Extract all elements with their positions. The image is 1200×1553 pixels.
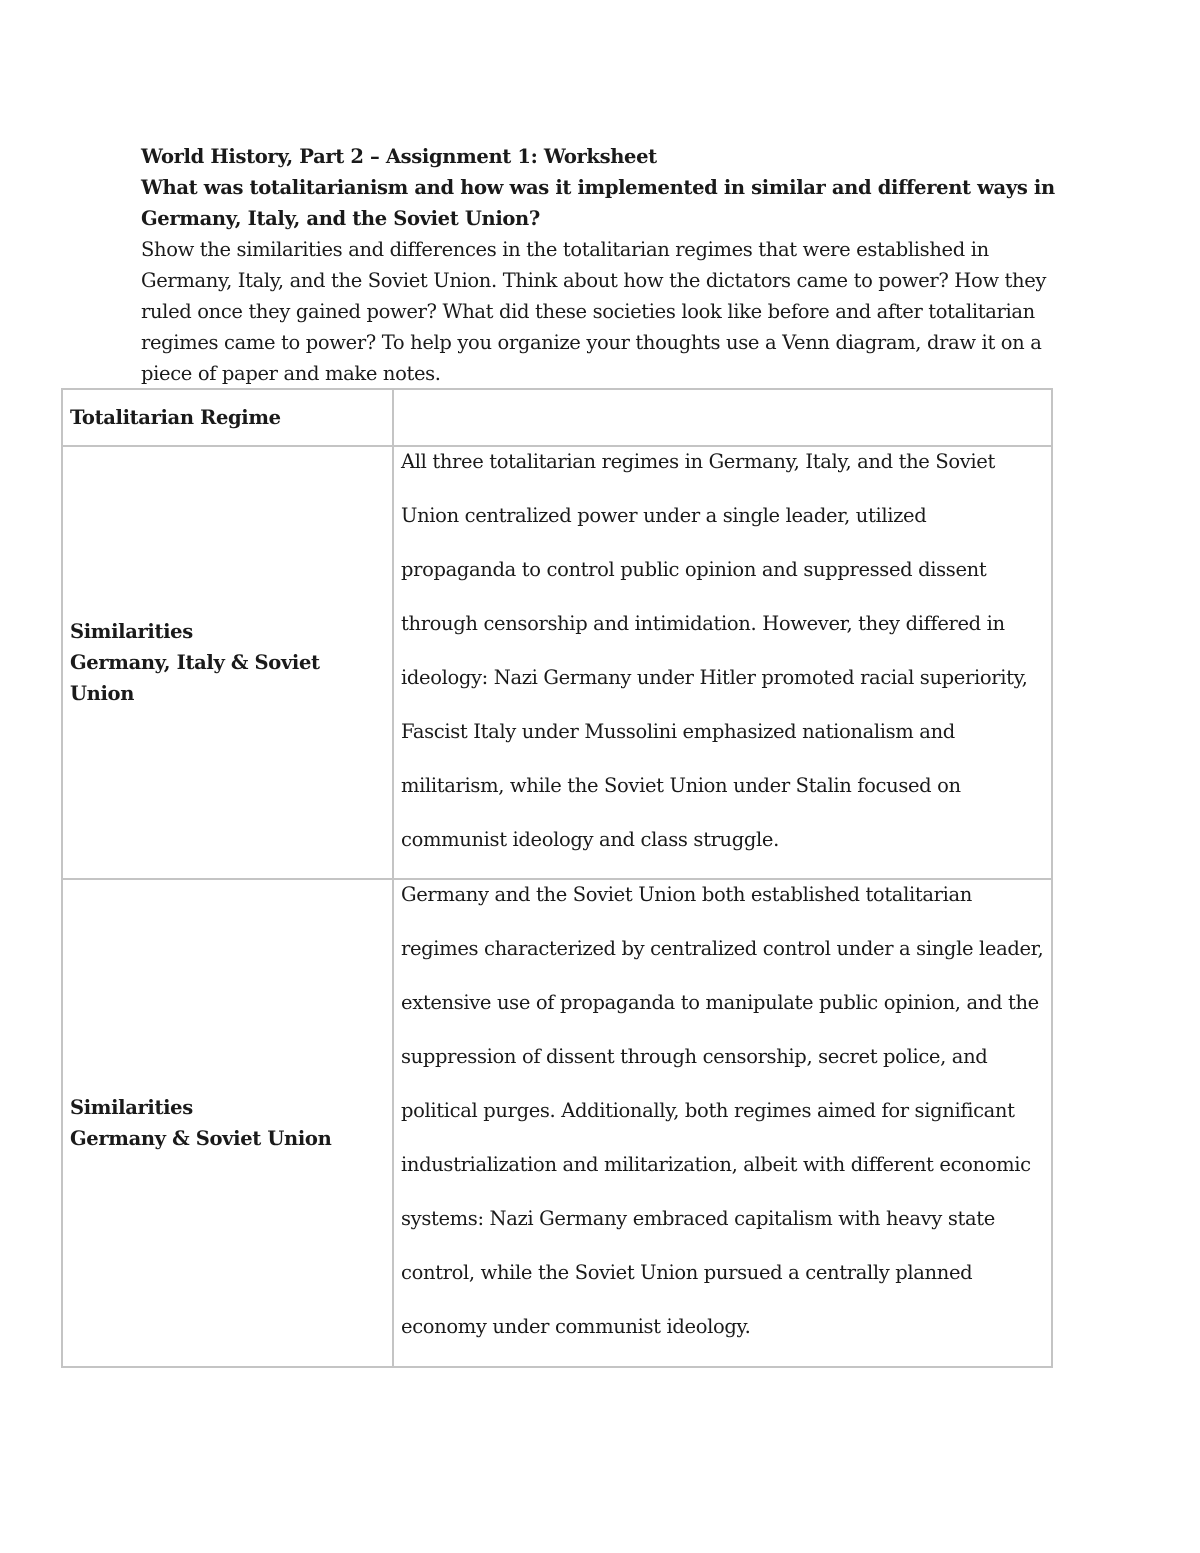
worksheet-header [141, 141, 1061, 389]
row-label-countries: Germany & Soviet Union [70, 1127, 332, 1150]
row-answer-cell [393, 446, 1052, 879]
worksheet-instructions: Show the similarities and differences in the totalitarian regimes that were established in Germany, Italy, and the Soviet Union. Think about how the dictators came to power? How they ruled once they gained power? What did these societies look like before and after totalitarian regimes came to power? To help you organize your thoughts use a Venn diagram, draw it on a piece of paper and make notes. [141, 238, 1047, 385]
row-label-category: Similarities [70, 620, 193, 643]
table-row [62, 446, 1052, 879]
table-row [62, 879, 1052, 1367]
row-label-category: Similarities [70, 1096, 193, 1119]
table-header-label: Totalitarian Regime [62, 389, 393, 446]
row-label-cell [62, 446, 393, 879]
row-answer-text: Germany and the Soviet Union both established totalitarian regimes characterized by centralized control under a single leader, extensive use of propaganda to manipulate public opinion, and the suppression of dissent through censorship, secret police, and political purges. Additionally, both regimes aimed for significant industrialization and militarization, albeit with different economic systems: Nazi Germany embraced capitalism with heavy state control, while the Soviet Union pursued a centrally planned economy under communist ideology. [401, 883, 1044, 1338]
row-answer-cell [393, 879, 1052, 1367]
worksheet-question: What was totalitarianism and how was it implemented in similar and different ways in Germany, Italy, and the Soviet Union? [141, 176, 1055, 230]
regime-comparison-table [61, 388, 1053, 1368]
row-answer-text: All three totalitarian regimes in Germany, Italy, and the Soviet Union centralized power under a single leader, utilized propaganda to control public opinion and suppressed dissent through censorship and intimidation. However, they differed in ideology: Nazi Germany under Hitler promoted racial superiority, Fascist Italy under Mussolini emphasized nationalism and militarism, while the Soviet Union under Stalin focused on communist ideology and class struggle. [401, 450, 1028, 851]
worksheet-title: World History, Part 2 – Assignment 1: Worksheet [141, 145, 657, 168]
row-label-countries: Germany, Italy & Soviet Union [70, 651, 320, 705]
row-label-cell [62, 879, 393, 1367]
